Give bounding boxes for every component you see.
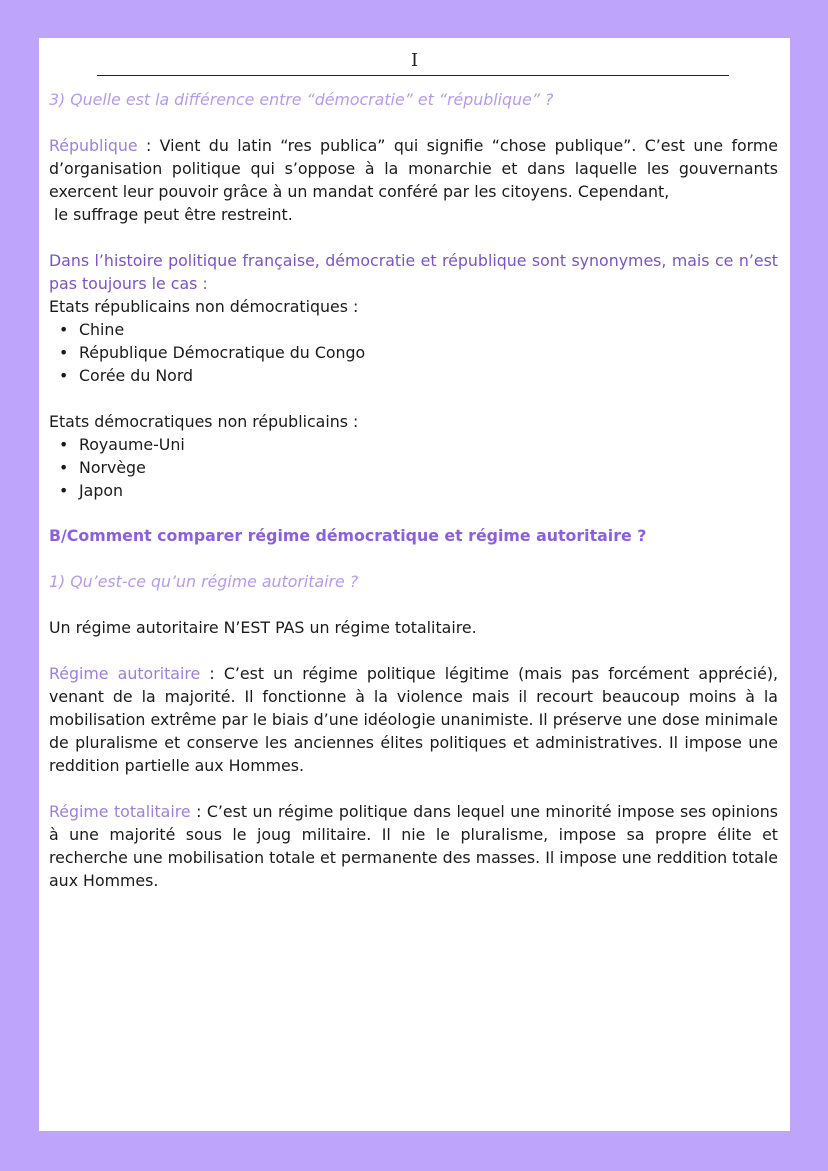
bullet-icon: •	[59, 343, 69, 362]
non-republican-title: Etats démocratiques non républicains :	[49, 412, 359, 431]
list-item: • Royaume-Uni	[59, 435, 185, 454]
autoritaire-term: Régime autoritaire	[49, 664, 201, 683]
section-b-title: B/Comment comparer régime démocratique et régime autoritaire ?	[49, 526, 647, 545]
non-democratic-title: Etats républicains non démocratiques :	[49, 297, 359, 316]
totalitaire-definition-text: : C’est un régime politique dans lequel une minorité impose ses opinions à une majorité sous le joug militaire. Il nie le pluralisme, impose sa propre élite et recherche une mobilisation totale et permanente des masses. Il impose une reddition totale aux Hommes.	[49, 802, 778, 890]
page-number: I	[410, 50, 419, 71]
page-content	[49, 88, 778, 892]
bullet-icon: •	[59, 481, 69, 500]
bullet-icon: •	[59, 320, 69, 339]
bullet-icon: •	[59, 435, 69, 454]
republique-definition-text-2: le suffrage peut être restreint.	[54, 205, 293, 224]
totalitaire-term: Régime totalitaire	[49, 802, 191, 821]
list-item: • République Démocratique du Congo	[59, 343, 366, 362]
question-3-heading: 3) Quelle est la différence entre “démocratie” et “république” ?	[49, 90, 554, 109]
non-republican-list	[49, 433, 778, 502]
header-rule	[97, 75, 729, 76]
bullet-icon: •	[59, 366, 69, 385]
synonyms-note: Dans l’histoire politique française, démocratie et république sont synonymes, mais ce n’est pas toujours le cas :	[49, 251, 778, 293]
non-democratic-list	[49, 318, 778, 387]
republique-definition-text: : Vient du latin “res publica” qui signifie “chose publique”. C’est une forme d’organisation politique qui s’oppose à la monarchie et dans laquelle les gouvernants exercent leur pouvoir grâce à un mandat conféré par les citoyens. Cependant,	[49, 136, 778, 201]
republique-definition	[49, 134, 778, 226]
autoritaire-definition-text: : C’est un régime politique légitime (mais pas forcément apprécié), venant de la majorité. Il fonctionne à la violence mais il recourt beaucoup moins à la mobilisation extrême par le biais d’une idéologie unanimiste. Il préserve une dose minimale de pluralisme et conserve les anciennes élites politiques et administratives. Il impose une reddition partielle aux Hommes.	[49, 664, 779, 775]
totalitaire-definition	[49, 800, 778, 892]
republique-term: République	[49, 136, 138, 155]
autoritaire-definition	[49, 662, 778, 777]
list-item: • Chine	[59, 320, 125, 339]
autoritaire-statement: Un régime autoritaire N’EST PAS un régime totalitaire.	[49, 618, 477, 637]
question-1-heading: 1) Qu’est-ce qu’un régime autoritaire ?	[49, 572, 359, 591]
bullet-icon: •	[59, 458, 69, 477]
list-item: • Japon	[59, 481, 124, 500]
list-item: • Norvège	[59, 458, 146, 477]
document-page	[39, 38, 790, 1131]
list-item: • Corée du Nord	[59, 366, 194, 385]
